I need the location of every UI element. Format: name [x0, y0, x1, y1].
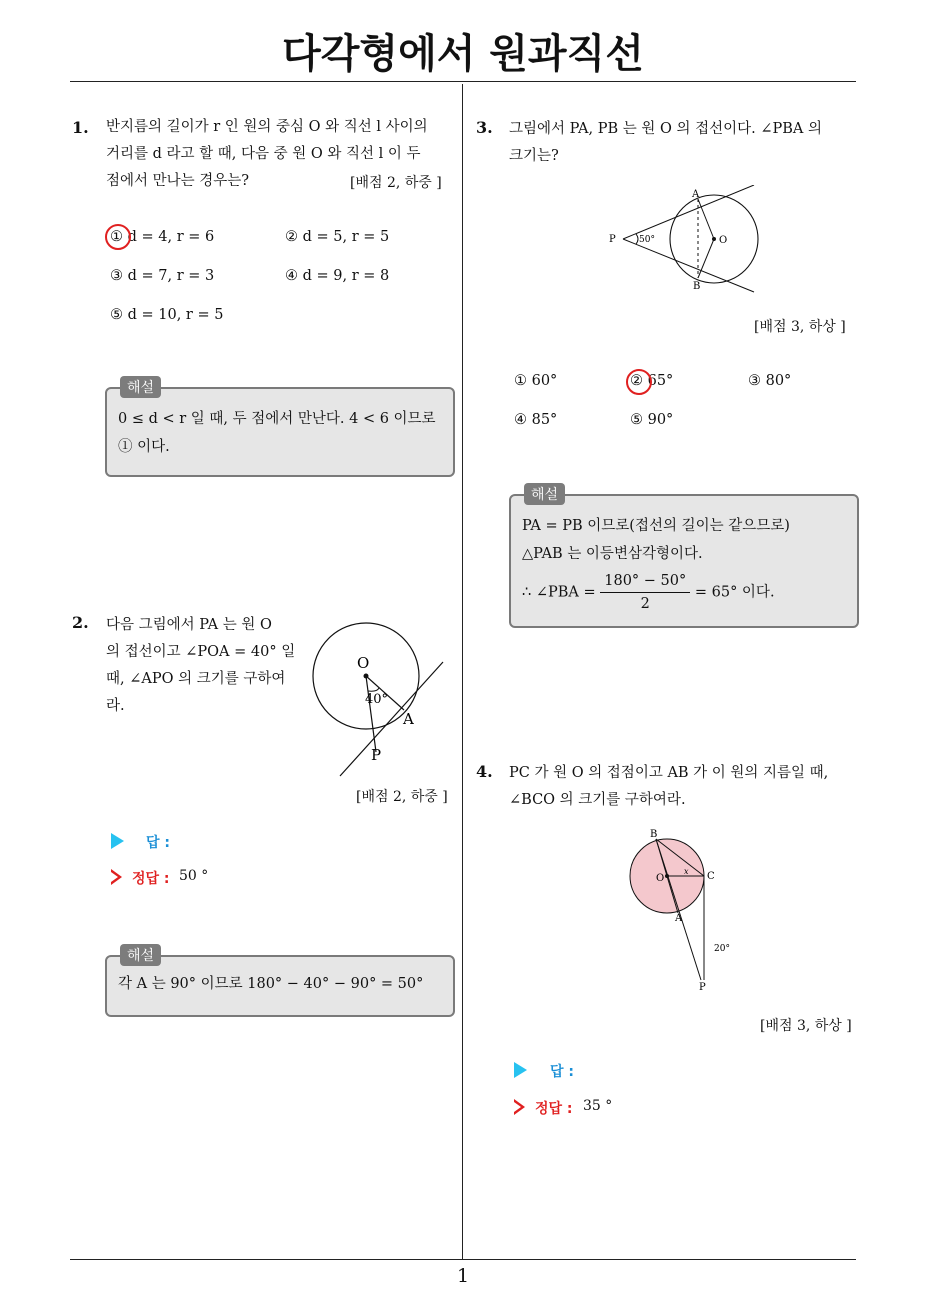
q4-text — [509, 760, 859, 814]
q4-figure — [620, 825, 750, 995]
q1-explain-text — [118, 405, 448, 461]
q2-solution-icon — [111, 869, 122, 885]
q3-label-angle: 50° — [639, 235, 655, 245]
q4-solution-icon — [514, 1099, 525, 1115]
q3-text — [509, 116, 859, 170]
q3-explain-tag: 해설 — [524, 483, 565, 505]
q3-explain-denominator: 2 — [640, 596, 650, 612]
q4-label-A: A — [675, 913, 683, 924]
q4-line2: ∠BCO 의 크기를 구하여라. — [509, 792, 686, 808]
q3-meta: [배점 3, 하상 ] — [754, 319, 846, 335]
q4-label-B: B — [650, 829, 658, 840]
q3-label-P: P — [609, 234, 616, 245]
column-divider — [462, 84, 463, 1260]
q2-angle-arc — [368, 688, 379, 691]
q1-choice-3[interactable]: ③ d = 7, r = 3 — [110, 268, 215, 284]
q2-figure — [305, 612, 455, 782]
q1-choice-2[interactable]: ② d = 5, r = 5 — [285, 229, 390, 245]
q4-answer-icon — [514, 1062, 527, 1078]
q3-explain-numerator: 180° − 50° — [600, 570, 690, 593]
q3-label-O: O — [719, 235, 728, 246]
q1-number: 1. — [72, 118, 89, 137]
q2-center-dot — [364, 674, 369, 679]
q3-figure — [605, 185, 765, 295]
q1-choice-1[interactable]: ① d = 4, r = 6 — [110, 229, 215, 245]
q4-solution-value: 35 ° — [583, 1098, 613, 1114]
q1-selected-mark — [105, 224, 131, 250]
q4-label-C: C — [707, 871, 715, 882]
q4-label-x: x — [684, 867, 689, 876]
q1-line2: 거리를 d 라고 할 때, 다음 중 원 O 와 직선 l 이 두 — [106, 146, 421, 162]
q3-explain-line3-suffix: = 65° 이다. — [694, 584, 775, 601]
q2-solution-label: 정답 : — [132, 871, 170, 887]
q1-choice-5[interactable]: ⑤ d = 10, r = 5 — [110, 307, 224, 323]
q4-solution-label: 정답 : — [535, 1101, 573, 1117]
q2-line2: 의 접선이고 ∠POA = 40° 일 — [106, 644, 296, 660]
q3-label-B: B — [693, 281, 701, 292]
q2-line1: 다음 그림에서 PA 는 원 O — [106, 617, 272, 633]
q3-choice-2[interactable]: ② 65° — [630, 373, 674, 389]
bottom-divider — [70, 1259, 856, 1260]
q3-label-A: A — [692, 189, 700, 200]
q4-label-O: O — [656, 873, 665, 884]
q3-explain-fraction — [600, 570, 690, 615]
q1-meta: [배점 2, 하중 ] — [350, 175, 442, 191]
q1-choice-4[interactable]: ④ d = 9, r = 8 — [285, 268, 390, 284]
page-number: 1 — [456, 1265, 470, 1287]
q3-explain-text — [522, 512, 852, 615]
q4-label-angle: 20° — [714, 944, 730, 954]
q4-number: 4. — [476, 762, 493, 781]
q3-choice-4[interactable]: ④ 85° — [514, 412, 558, 428]
q2-label-P: P — [371, 746, 382, 764]
q2-text — [106, 612, 306, 720]
q1-explain-line1: 0 ≤ d < r 일 때, 두 점에서 만난다. 4 < 6 이므로 — [118, 411, 436, 427]
q2-line3: 때, ∠APO 의 크기를 구하여 — [106, 671, 286, 687]
q3-number: 3. — [476, 118, 493, 137]
q2-answer-icon — [111, 833, 124, 849]
q3-selected-mark — [626, 369, 652, 395]
q2-answer-label: 답 : — [146, 835, 170, 851]
q3-choice-5[interactable]: ⑤ 90° — [630, 412, 674, 428]
q3-explain-line3 — [522, 570, 852, 615]
q3-line1: 그림에서 PA, PB 는 원 O 의 접선이다. ∠PBA 의 — [509, 121, 823, 137]
q2-label-A: A — [403, 710, 414, 728]
q2-explain-text — [118, 970, 448, 998]
q2-meta: [배점 2, 하중 ] — [356, 789, 448, 805]
q4-line1: PC 가 원 O 의 접점이고 AB 가 이 원의 지름일 때, — [509, 765, 829, 781]
q3-tangent-PB — [623, 239, 754, 292]
q4-center-dot — [665, 874, 669, 878]
q2-number: 2. — [72, 613, 89, 632]
page-title: 다각형에서 원과직선 — [282, 31, 644, 77]
q2-segment-OP — [366, 676, 376, 752]
top-divider — [70, 81, 856, 82]
q3-choice-3[interactable]: ③ 80° — [748, 373, 792, 389]
q2-label-angle: 40° — [365, 692, 389, 707]
q3-choice-1[interactable]: ① 60° — [514, 373, 558, 389]
q3-angle-arc — [636, 234, 638, 244]
q2-label-O: O — [357, 654, 370, 672]
q2-solution-value: 50 ° — [179, 868, 209, 884]
q3-center-dot — [712, 237, 716, 241]
q4-meta: [배점 3, 하상 ] — [760, 1018, 852, 1034]
q3-tangent-PA — [623, 185, 754, 239]
q4-label-P: P — [699, 982, 706, 993]
q2-explain-line1: 각 A 는 90° 이므로 180° − 40° − 90° = 50° — [118, 976, 424, 992]
q1-explain-tag: 해설 — [120, 376, 161, 398]
q2-tangent-line — [340, 662, 443, 776]
q2-explain-tag: 해설 — [120, 944, 161, 966]
q3-explain-line2: △PAB 는 이등변삼각형이다. — [522, 546, 703, 562]
q1-line1: 반지름의 길이가 r 인 원의 중심 O 와 직선 l 사이의 — [106, 119, 428, 135]
q2-line4: 라. — [106, 698, 125, 714]
q3-line2: 크기는? — [509, 148, 559, 164]
q1-line3: 점에서 만나는 경우는? — [106, 173, 250, 189]
q1-explain-line2: ① 이다. — [118, 439, 170, 455]
q4-answer-label: 답 : — [550, 1064, 574, 1080]
q3-explain-line1: PA = PB 이므로(접선의 길이는 같으므로) — [522, 518, 790, 534]
q3-explain-line3-prefix: ∴ ∠PBA = — [522, 584, 596, 601]
